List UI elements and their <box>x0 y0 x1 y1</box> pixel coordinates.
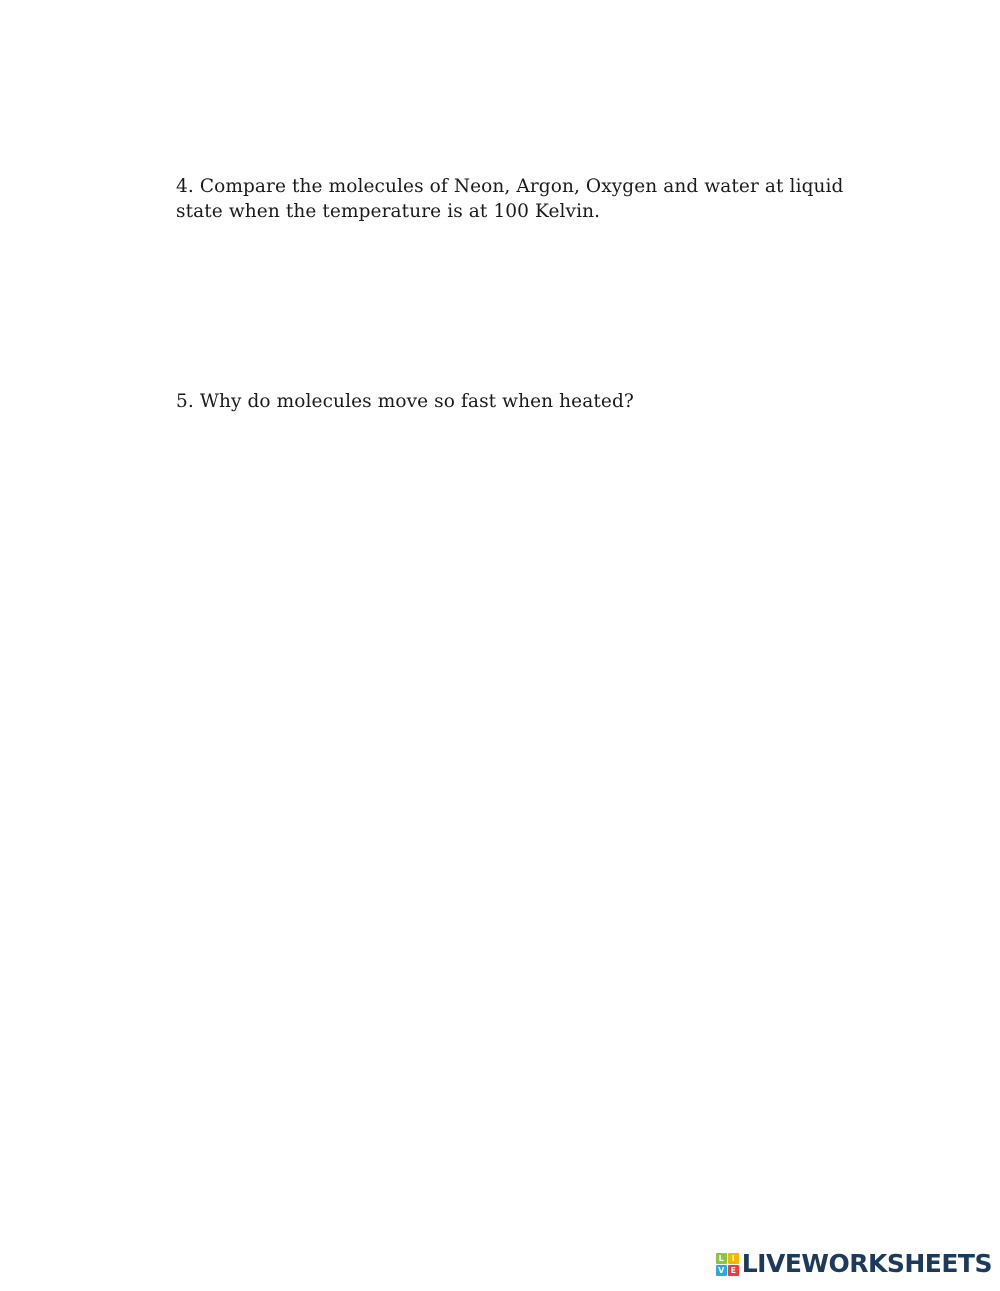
logo-tile-l: L <box>716 1253 727 1264</box>
question-4-text: 4. Compare the molecules of Neon, Argon, Oxygen and water at liquid state when the temperature is at 100 Kelvin. <box>176 176 844 222</box>
question-5-text: 5. Why do molecules move so fast when heated? <box>176 391 634 412</box>
logo-tile-v: V <box>716 1265 727 1276</box>
liveworksheets-logo <box>716 1250 992 1278</box>
logo-tiles-icon <box>716 1253 739 1276</box>
logo-tile-i: I <box>728 1253 739 1264</box>
logo-tile-e: E <box>728 1265 739 1276</box>
logo-wordmark: LIVEWORKSHEETS <box>741 1249 992 1278</box>
